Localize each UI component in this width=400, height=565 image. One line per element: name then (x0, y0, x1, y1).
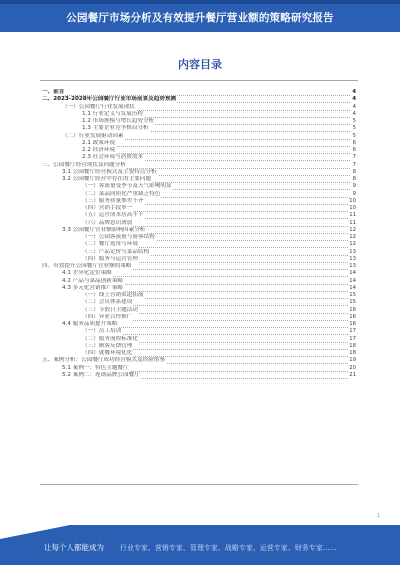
toc-entry-page: 13 (349, 263, 356, 269)
toc-entry-page: 20 (349, 364, 356, 371)
toc-entry-title: 3.1 公园餐厅经营模式及主要特点分析 (62, 168, 157, 175)
toc-entry[interactable] (40, 118, 360, 125)
toc-entry[interactable] (40, 263, 360, 270)
toc-entry-page: 14 (349, 277, 356, 284)
toc-entry-title: （一）线上营销渠道拓展 (82, 292, 144, 298)
toc-entry-page: 5 (352, 132, 356, 139)
toc-entry[interactable] (40, 299, 360, 306)
toc-entry-page: 10 (349, 197, 356, 204)
toc-entry[interactable] (40, 249, 360, 256)
toc-entry-title: （五）运营成本居高不下 (82, 212, 144, 219)
toc-entry[interactable] (40, 365, 360, 372)
toc-entry-title: 4.3 多元化营销推广策略 (62, 284, 124, 291)
toc-entry-page: 14 (349, 270, 356, 277)
toc-dot-leader (82, 147, 350, 154)
toc-entry-page: 5 (352, 125, 356, 132)
toc-entry[interactable] (40, 321, 360, 328)
toc-entry[interactable] (40, 89, 360, 96)
toc-entry-page: 16 (349, 313, 356, 320)
toc-entry[interactable] (40, 212, 360, 219)
toc-entry-title: 5.1 案例一：特色主题餐厅 (62, 364, 129, 371)
toc-entry-page: 6 (352, 139, 356, 146)
toc-entry-title: 5.2 案例二：连锁品牌公园餐厅 (62, 371, 140, 378)
toc-entry-title: 2.1 政策环境 (82, 139, 116, 146)
report-title: 公园餐厅市场分析及有效提升餐厅营业额的策略研究报告 (66, 12, 334, 24)
toc-entry-page: 11 (349, 219, 356, 226)
toc-entry[interactable] (40, 205, 360, 212)
toc-entry[interactable] (40, 162, 360, 169)
toc-entry-title: （一）员工培训 (82, 328, 122, 335)
toc-entry[interactable] (40, 270, 360, 277)
toc-entry-title: 1.1 行业定义与发展历程 (82, 110, 144, 117)
toc-entry-title: （一）公园客流量与游客结构 (82, 234, 155, 240)
footer-tagline: 行业专家、营销专家、管理专家、战略专家、运营专家、财务专家…… (120, 544, 337, 552)
toc-entry-page: 12 (349, 234, 356, 240)
toc-entry[interactable] (40, 350, 360, 357)
toc-entry-title: （三）产品定价与菜品结构 (82, 248, 150, 255)
toc-entry-page: 8 (352, 168, 356, 175)
toc-entry-page: 4 (352, 103, 356, 110)
toc-entry-title: （一）公园餐厅行业发展现状 (62, 103, 135, 110)
toc-entry-page: 18 (349, 342, 356, 349)
toc-entry[interactable] (40, 176, 360, 183)
toc-entry[interactable] (40, 328, 360, 335)
toc-entry[interactable] (40, 343, 360, 350)
toc-entry[interactable] (40, 372, 360, 379)
toc-entry[interactable] (40, 125, 360, 132)
toc-entry[interactable] (40, 234, 360, 241)
toc-entry-page: 13 (349, 248, 356, 255)
footer-slant-decoration (0, 525, 70, 539)
page-number: 1 (376, 513, 380, 519)
toc-entry-title: （三）节假日主题活动 (82, 306, 138, 313)
toc-entry[interactable] (40, 154, 360, 161)
toc-entry-title: 三、公园餐厅经营现状及问题分析 (42, 161, 126, 168)
toc-entry-page: 18 (349, 350, 356, 356)
toc-entry-page: 5 (352, 118, 356, 124)
toc-entry[interactable] (40, 220, 360, 227)
toc-entry-page: 16 (349, 306, 356, 313)
toc-dot-leader (42, 89, 350, 96)
toc-entry-page: 21 (349, 371, 356, 378)
toc-entry-page: 6 (352, 147, 356, 153)
toc-entry-title: 五、案例分析：公园餐厅成功经营模式及经验借鉴 (42, 357, 166, 364)
toc-entry[interactable] (40, 183, 360, 190)
toc-entry-page: 7 (352, 154, 356, 161)
toc-entry-title: （二）会员体系建设 (82, 299, 133, 306)
toc-entry[interactable] (40, 357, 360, 364)
toc-entry-title: 1.3 主要企业竞争格局分析 (82, 125, 149, 132)
toc-entry-page: 4 (352, 110, 356, 117)
toc-dot-leader (82, 140, 350, 147)
toc-entry-page: 12 (349, 241, 356, 248)
toc-entry-title: 二、2023-2028年公园餐厅行业市场前景及趋势预测 (42, 96, 177, 103)
toc-entry[interactable] (40, 191, 360, 198)
toc-entry[interactable] (40, 227, 360, 234)
toc-entry[interactable] (40, 96, 360, 103)
toc-entry-page: 8 (352, 176, 356, 182)
toc-entry[interactable] (40, 169, 360, 176)
toc-entry-title: （一）客流量受季节及天气影响明显 (82, 183, 172, 190)
toc-entry-page: 7 (352, 161, 356, 168)
toc-entry-page: 10 (349, 205, 356, 211)
toc-entry-title: （六）品牌意识薄弱 (82, 219, 133, 226)
toc-entry-title: 一、前言 (42, 89, 65, 95)
toc-entry-page: 17 (349, 328, 356, 335)
toc-entry-title: （四）异业合作推广 (82, 313, 133, 320)
toc-entry-title: 4.2 产品与菜品创新策略 (62, 277, 124, 284)
toc-entry-page: 12 (349, 226, 356, 233)
toc-entry[interactable] (40, 278, 360, 285)
toc-entry-title: （二）餐厅选址与环境 (82, 241, 138, 248)
toc-entry-title: 2.2 经济环境 (82, 147, 116, 153)
header-accent-bar (0, 0, 400, 4)
toc-entry-title: （二）菜品同质化严重缺乏特色 (82, 190, 161, 197)
toc-entry[interactable] (40, 133, 360, 140)
toc-entry[interactable] (40, 140, 360, 147)
toc-entry[interactable] (40, 256, 360, 263)
toc-entry-page: 4 (352, 96, 356, 103)
toc-entry[interactable] (40, 241, 360, 248)
toc-entry-title: （三）服务质量参差不齐 (82, 197, 144, 204)
toc-entry[interactable] (40, 307, 360, 314)
toc-entry-page: 4 (352, 89, 356, 95)
toc-entry[interactable] (40, 285, 360, 292)
toc-entry-title: 四、有效提升公园餐厅营业额的策略 (42, 263, 132, 269)
toc-entry-page: 15 (349, 299, 356, 306)
toc-entry-page: 15 (349, 292, 356, 298)
toc-entry-title: 2.3 社会环境与消费需求 (82, 154, 144, 161)
toc-entry[interactable] (40, 314, 360, 321)
toc-entry-page: 19 (349, 357, 356, 364)
toc-entry-title: （二）行业发展驱动因素 (62, 132, 124, 139)
toc-dot-leader (82, 328, 350, 335)
toc-entry-title: （三）顾客反馈管理 (82, 342, 133, 349)
toc-heading: 内容目录 (178, 58, 222, 71)
toc-entry-title: 3.2 公园餐厅经营中存在的主要问题 (62, 176, 151, 182)
toc-entry-page: 16 (349, 321, 356, 327)
toc-entry-title: 4.1 差异化定位策略 (62, 270, 112, 277)
toc-entry[interactable] (40, 104, 360, 111)
toc-entry-page: 9 (352, 183, 356, 190)
toc-entry-page: 14 (349, 284, 356, 291)
toc-entry[interactable] (40, 336, 360, 343)
toc-entry[interactable] (40, 147, 360, 154)
toc-entry-title: 3.3 公园餐厅营业额影响因素分析 (62, 226, 146, 233)
toc-entry[interactable] (40, 111, 360, 118)
toc-top-rule (40, 80, 358, 81)
toc-entry-title: （四）营销手段单一 (82, 205, 133, 211)
footer-slogan: 让每个人都能成为 (44, 543, 104, 552)
toc-entry-title: （二）服务流程标准化 (82, 335, 138, 342)
toc-entry[interactable] (40, 292, 360, 299)
report-header (0, 0, 400, 32)
toc-entry-page: 9 (352, 190, 356, 197)
table-of-contents (40, 89, 360, 379)
toc-entry-title: （四）服务与运营管理 (82, 255, 138, 262)
toc-entry[interactable] (40, 198, 360, 205)
toc-entry-title: （四）就餐环境优化 (82, 350, 133, 356)
toc-bottom-rule (40, 484, 358, 485)
toc-entry-title: 4.4 服务品质提升策略 (62, 321, 118, 327)
toc-entry-title: 1.2 市场规模与增长趋势分析 (82, 118, 155, 124)
toc-entry-page: 17 (349, 335, 356, 342)
toc-entry-page: 13 (349, 255, 356, 262)
toc-entry-page: 11 (349, 212, 356, 219)
